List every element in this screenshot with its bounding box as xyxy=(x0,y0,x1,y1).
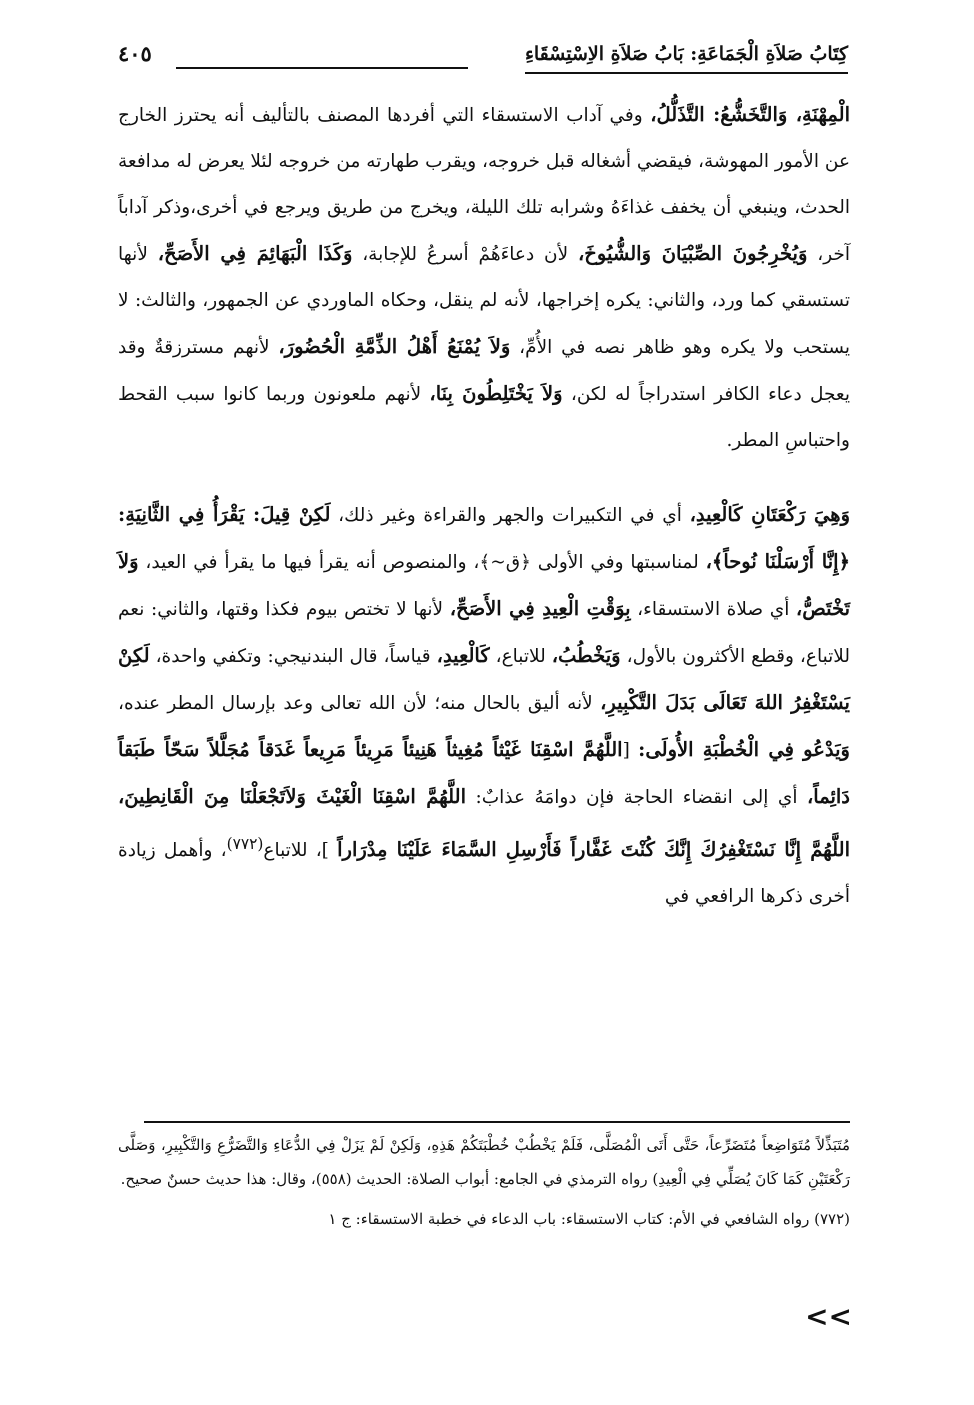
matn-text: اللَّهُمَّ اسْقِنَا الْغَيْثَ وَلاَتَجْعَلْنَا مِنَ الْقَانِطِينَ، اللَّهُمَّ إِنَّا نَسْتَغْفِرُكَ إِنَّكَ كُنْتَ غَفَّاراً فَأَرْسِلِ السَّمَاءَ عَلَيْنَا مِدْرَاراً xyxy=(118,785,850,862)
commentary-text: لأنه أليق بالحال منه؛ لأن الله تعالى وعد بإرسال المطر عنده، xyxy=(118,693,601,714)
footnote-separator xyxy=(144,1121,850,1123)
commentary-text: [ xyxy=(622,740,639,761)
header-rule xyxy=(176,67,468,69)
matn-text: وَلاَ تَخْتَصُّ، xyxy=(118,550,851,620)
commentary-text: للاتباع، xyxy=(489,646,552,667)
matn-text: بِوَقْتِ الْعِيدِ فِي الأَصَحِّ، xyxy=(449,597,631,620)
matn-text: كَالْعِيدِ، xyxy=(436,644,490,667)
matn-text: وَكَذَا الْبَهَائِمَ فِي الأَصَحِّ، xyxy=(157,242,353,265)
commentary-text: لأن دعاءَهُمْ أسرعُ للإجابة، xyxy=(352,244,578,265)
paragraph-2 xyxy=(118,492,850,920)
commentary-text: ، وأهمل زيادة أخرى ذكرها الرافعي في xyxy=(118,840,850,908)
footnote-772: (٧٧٢) رواه الشافعي في الأم: كتاب الاستسقاء: باب الدعاء في خطبة الاستسقاء: ج ١ xyxy=(328,1210,850,1228)
matn-text: اللَّهُمَّ اسْقِنَا غَيْثاً مُغِيثاً هَنِيئاً مَرِيئاً مَرِيعاً غَدَقاً مُجَلَّلاً سَحّاً طَبَقاً دَائِماً، xyxy=(118,738,850,808)
main-text xyxy=(118,92,850,920)
commentary-text: قياساً، قال البندنيجي: وتكفي واحدة، xyxy=(149,646,437,667)
footnote-reference: (٧٧٢) xyxy=(226,835,264,853)
footnote-continued: مُتَبَذِّلاً مُتَوَاضِعاً مُتَضَرِّعاً، حَتَّى أَتَى الْمُصَلَّى، فَلَمْ يَخْطُبْ خُطْبَتَكُمْ هَذِهِ، وَلَكِنْ لَمْ يَزَلْ فِي الدُّعَاءِ وَالتَّضَرُّعِ وَالتَّكْبِيرِ، وَصَلَّى رَكْعَتَيْنِ كَمَا كَانَ يُصَلِّي فِي الْعِيدِ) رواه الترمذي في الجامع: أبواب الصلاة: الحديث (٥٥٨)، وقال: هذا حديث حسنٌ صحيح. xyxy=(118,1136,850,1188)
matn-text: الْمِهْنَةِ، وَالتَّخَشُّعُ: التَّذَلُّلُ، xyxy=(650,103,850,126)
matn-text: لَكِنْ قِيلَ: يَقْرَأُ فِي الثَّانِيَةِ: ﴿إِنَّا أَرْسَلْنَا نُوحاً﴾، xyxy=(118,503,850,573)
matn-text: وَيُخْرِجُونَ الصِّبْيَانَ وَالشُّيُوخَ، xyxy=(577,242,808,265)
commentary-text: لأنها تستسقي كما ورد، والثاني: يكره إخراجها، لأنه لم ينقل، وحكاه الماوردي عن الجمهور، والثالث: لا يستحب ولا يكره وهو ظاهر نصه في الأُمِّ، xyxy=(118,244,850,358)
footnotes xyxy=(118,1128,850,1236)
commentary-text: ]، للاتباع xyxy=(263,840,338,862)
commentary-text: لأنهم مسترزقةٌ وقد يعجل دعاء الكافر استدراجاً له لكن، xyxy=(118,337,850,405)
matn-text: وَيَخْطُبُ، xyxy=(551,644,621,667)
matn-text: وَلاَ يَخْتَلِطُونَ بِنَا، xyxy=(429,382,563,405)
commentary-text: وفي آداب الاستسقاء التي أفردها المصنف بالتأليف أنه يحترز الخارج عن الأمور المهوشة، فيقضي أشغاله قبل خروجه، ويقرب طهارته من خروجه لئلا يعرض له مدافعة الحدث، وينبغي أن يخفف غذاءَهُ وشرابه تلك الليلة، ويخرج من طريق ويرجع في أخرى،وذكر آداباً آخر، xyxy=(118,105,850,265)
continuation-marker: << xyxy=(805,1300,852,1333)
commentary-text: لأنهم ملعونون وربما كانوا سبب القحط واحتباسِ المطر. xyxy=(118,384,850,451)
commentary-text: لأنها لا تختص بيوم فكذا وقتها، والثاني: نعم للاتباع، وقطع الأكثرون بالأول، xyxy=(118,599,850,667)
matn-text: وَهِيَ رَكْعَتَانِ كَالْعِيدِ، xyxy=(689,503,851,526)
page-number: ٤٠٥ xyxy=(118,41,152,66)
commentary-text: أي إلى انقضاء الحاجة فإن دوامَهُ عذابٌ: xyxy=(466,787,807,808)
running-header xyxy=(118,36,848,76)
matn-text: وَيَدْعُو فِي الْخُطْبَةِ الأُولَى: xyxy=(638,738,850,761)
commentary-text: لمناسبتها وفي الأولى ﴿ق~﴾، والمنصوص أنه يقرأ فيها ما يقرأ في العيد، xyxy=(138,552,706,573)
matn-text: وَلاَ يُمْنَعُ أَهْلُ الذِّمَّةِ الْحُضُورَ، xyxy=(278,335,511,358)
matn-text: لَكِنْ يَسْتَغْفِرُ اللهَ تَعَالَى بَدَلَ التَّكْبِيرِ، xyxy=(118,644,850,714)
chapter-title: كِتَابُ صَلاَةِ الْجَمَاعَةِ: بَابُ صَلاَةِ الاِسْتِسْقَاءِ xyxy=(525,36,848,74)
commentary-text: أي في التكبيرات والجهر والقراءة وغير ذلك، xyxy=(330,505,690,526)
paragraph-1 xyxy=(118,92,850,464)
commentary-text: أي صلاة الاستسقاء، xyxy=(630,599,796,620)
